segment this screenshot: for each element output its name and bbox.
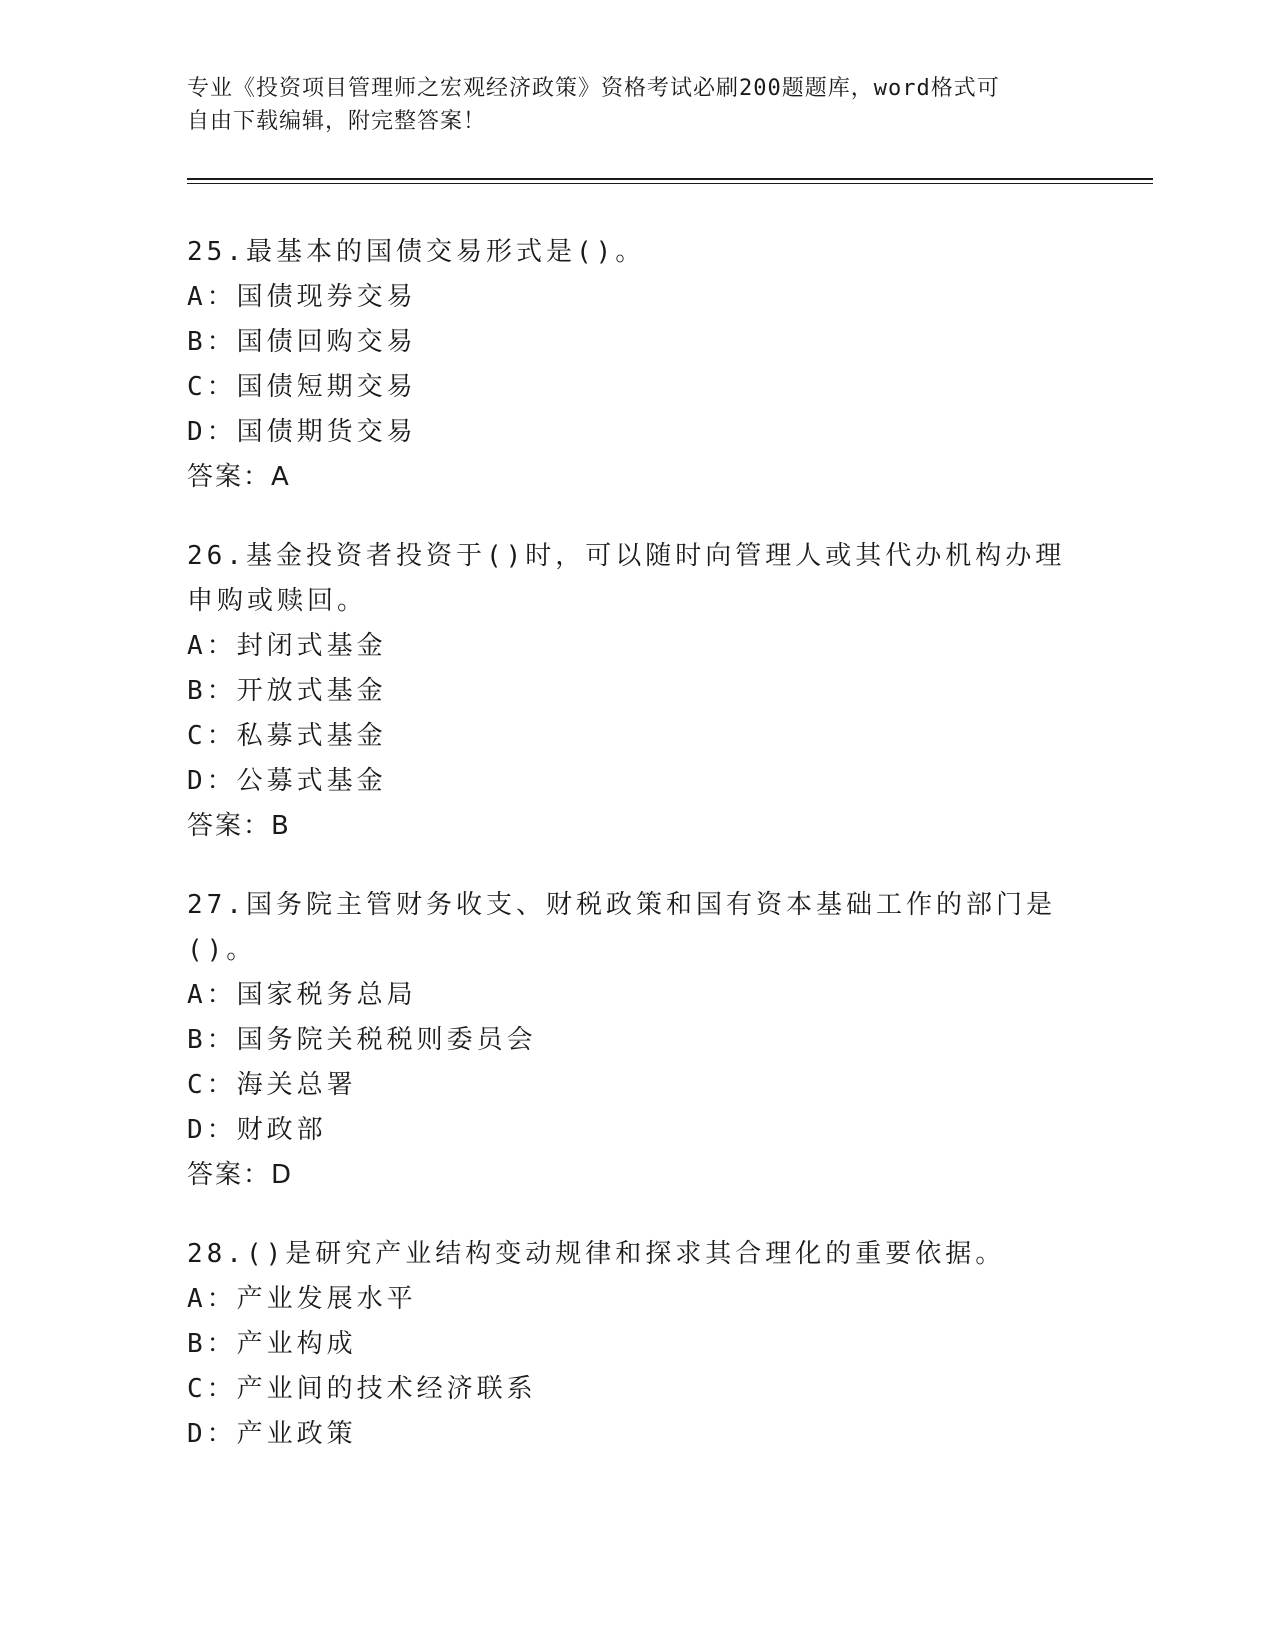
option-c: C：产业间的技术经济联系: [187, 1374, 537, 1404]
question-list: [187, 230, 1087, 1491]
option-c: C：海关总署: [187, 1070, 357, 1100]
option-b: B：国债回购交易: [187, 327, 417, 357]
question-stem: 27.国务院主管财务收支、财税政策和国有资本基础工作的部门是()。: [187, 890, 1056, 965]
question-stem: 26.基金投资者投资于()时，可以随时向管理人或其代办机构办理申购或赎回。: [187, 541, 1066, 616]
question-stem: 28.()是研究产业结构变动规律和探求其合理化的重要依据。: [187, 1239, 1006, 1269]
answer-line: 答案：B: [187, 811, 291, 841]
header-line-1: 专业《投资项目管理师之宏观经济政策》资格考试必刷200题题库，word格式可: [187, 76, 1000, 101]
option-a: A：封闭式基金: [187, 631, 387, 661]
option-b: B：产业构成: [187, 1329, 357, 1359]
header-divider-bottom: [187, 183, 1153, 184]
option-a: A：国家税务总局: [187, 980, 417, 1010]
option-b: B：国务院关税税则委员会: [187, 1025, 537, 1055]
option-d: D：财政部: [187, 1115, 327, 1145]
question-27: [187, 883, 1087, 1198]
question-stem: 25.最基本的国债交易形式是()。: [187, 237, 646, 267]
option-c: C：国债短期交易: [187, 372, 417, 402]
option-a: A：国债现券交易: [187, 282, 417, 312]
answer-line: 答案：D: [187, 1160, 294, 1190]
header-line-2: 自由下载编辑，附完整答案！: [187, 109, 487, 134]
option-d: D：国债期货交易: [187, 417, 417, 447]
option-d: D：产业政策: [187, 1419, 357, 1449]
question-25: [187, 230, 1087, 500]
answer-line: 答案：A: [187, 462, 291, 492]
question-28: [187, 1232, 1087, 1457]
option-b: B：开放式基金: [187, 676, 387, 706]
option-c: C：私募式基金: [187, 721, 387, 751]
document-header: [187, 72, 1067, 138]
option-d: D：公募式基金: [187, 766, 387, 796]
header-divider-top: [187, 178, 1153, 180]
option-a: A：产业发展水平: [187, 1284, 417, 1314]
question-26: [187, 534, 1087, 849]
